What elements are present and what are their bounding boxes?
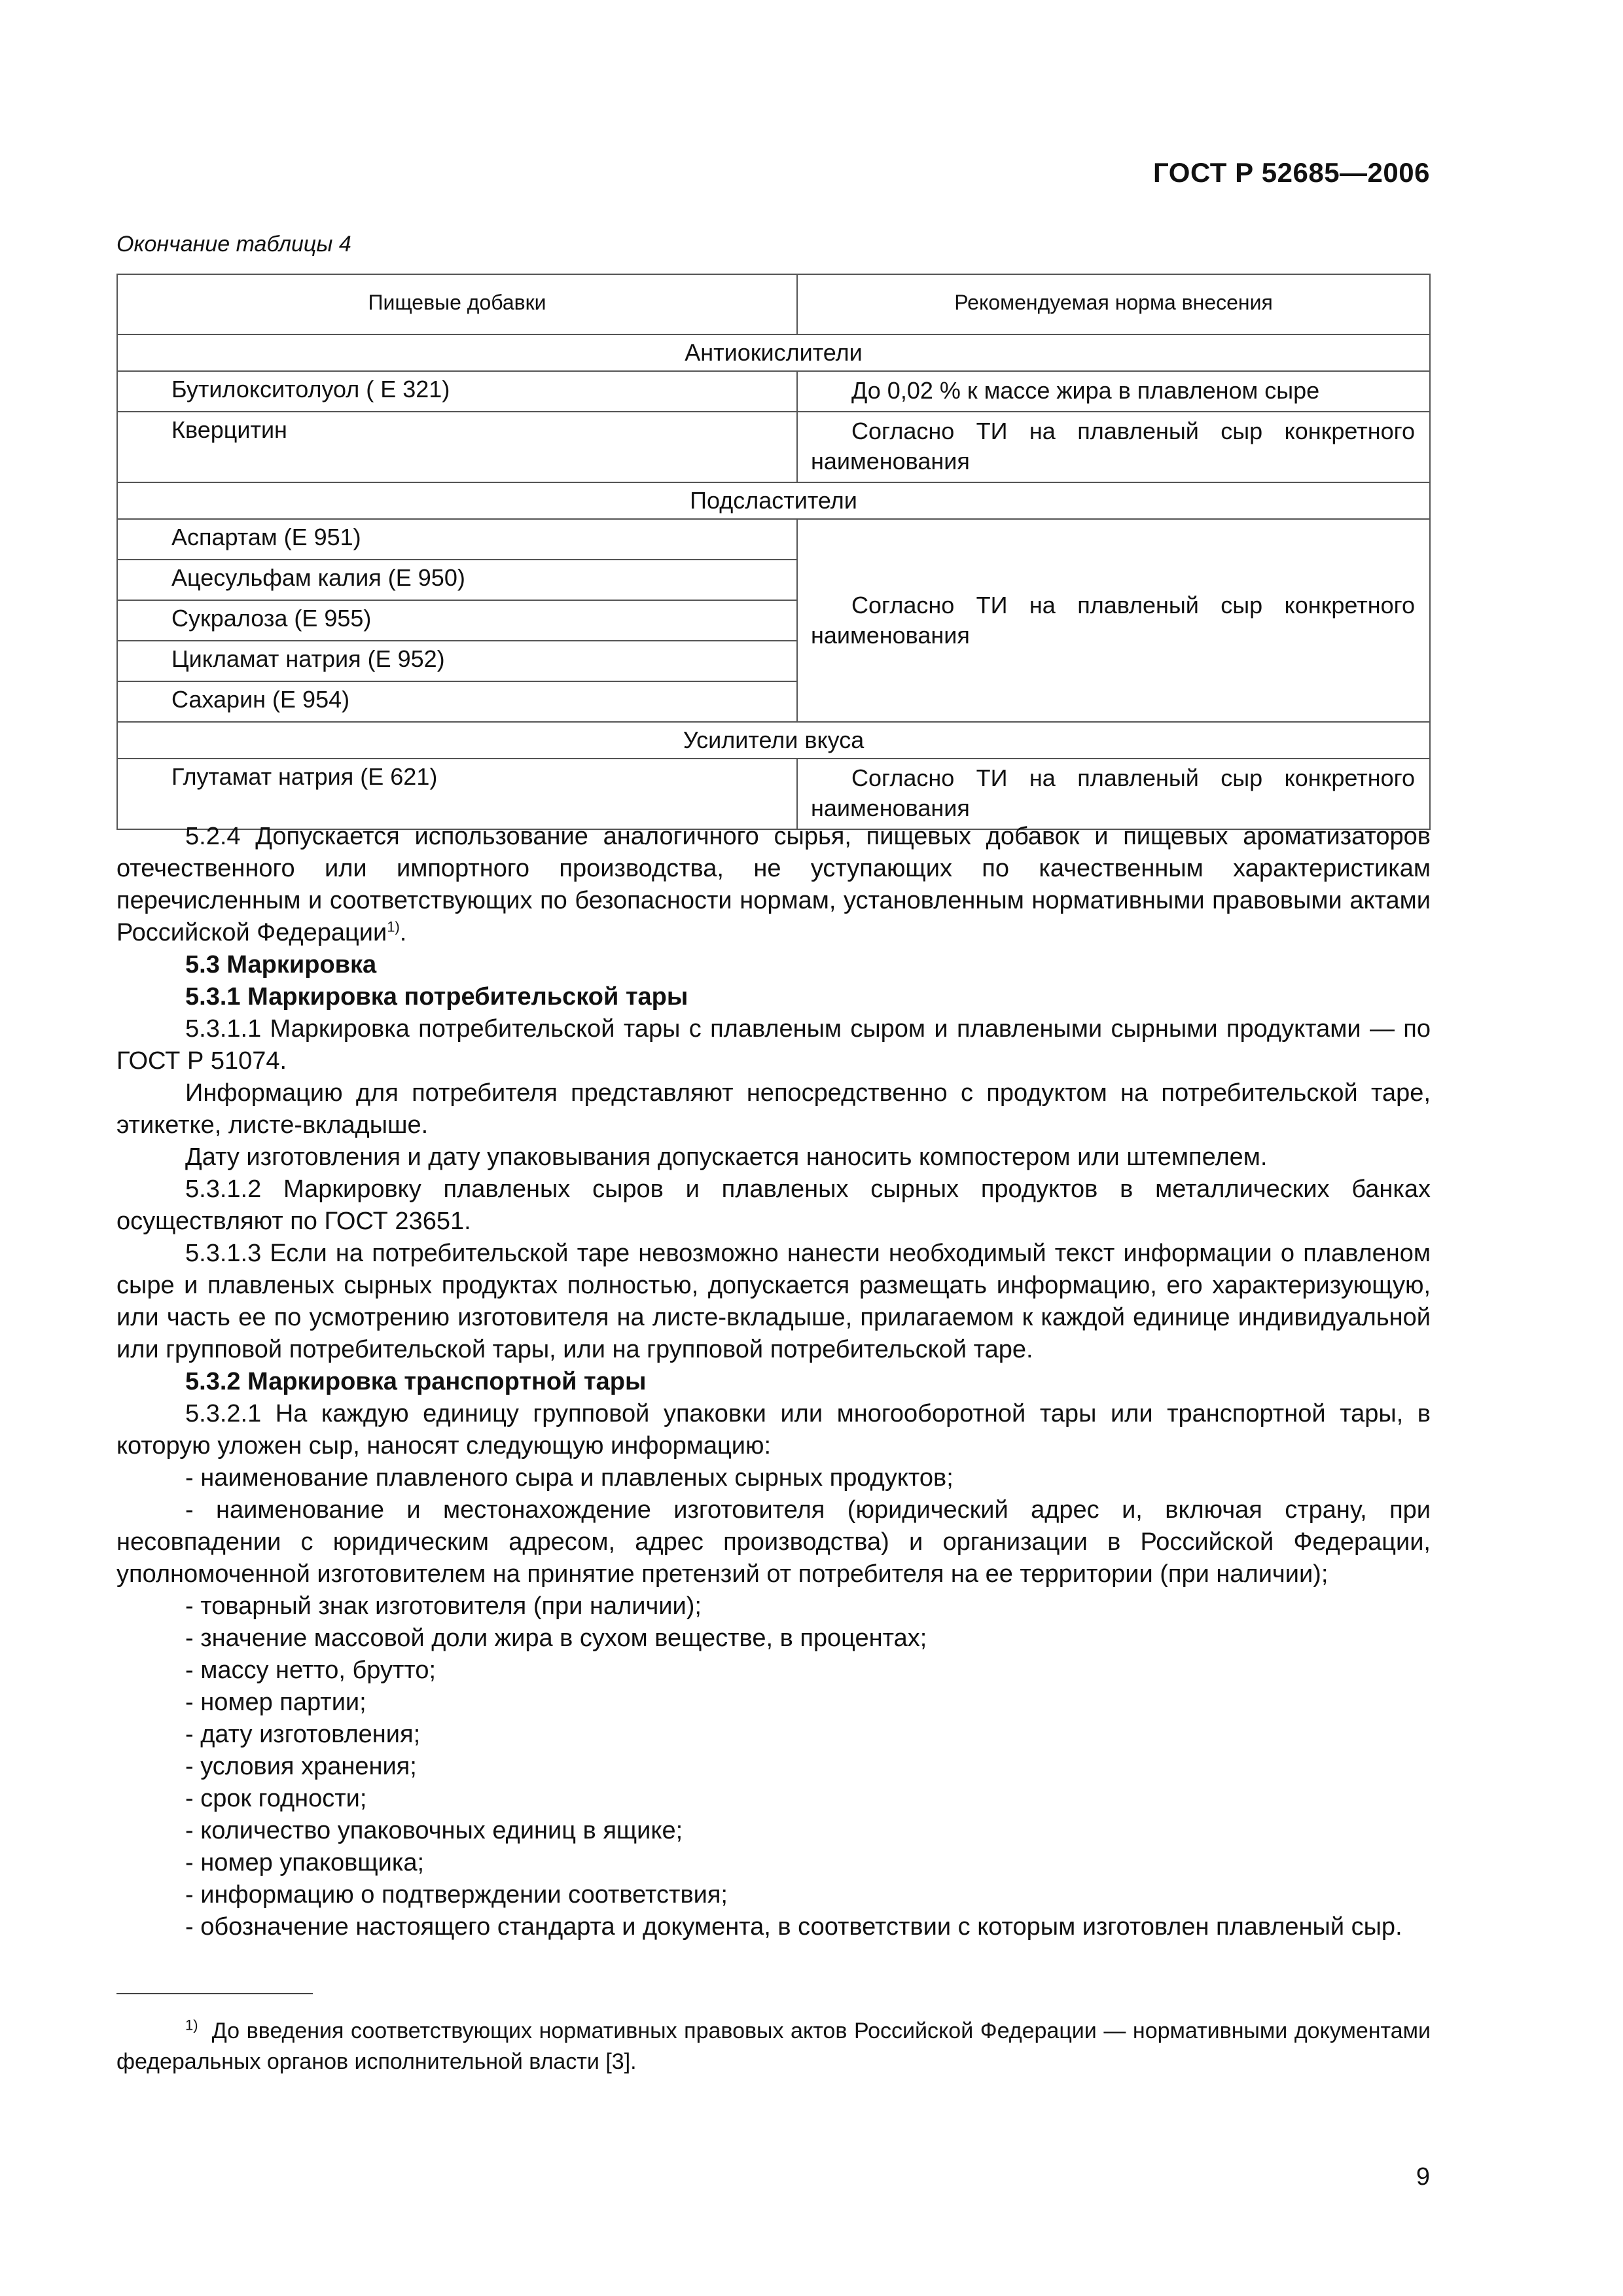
heading-5-3: 5.3 Маркировка bbox=[185, 951, 377, 978]
additive-name: Ацесульфам калия (Е 950) bbox=[117, 560, 797, 600]
footnote-text: До введения соответствующих нормативных правовых актов Российской Федерации — нормативными документами федеральных органов исполнительной власти [3]. bbox=[116, 2018, 1431, 2074]
additive-norm-line: наименования bbox=[810, 795, 970, 821]
column-header-additives: Пищевые добавки bbox=[117, 274, 797, 330]
list-item: - наименование и местонахождение изготовителя (юридический адрес и, включая страну, при несовпадении с юридическим адресом, адрес производства) и организации в Российской Федерации, уполномоченной изготовителем на принятие претензий от потребителя на ее территории (при наличии); bbox=[116, 1496, 1431, 1588]
table-row bbox=[117, 519, 1430, 560]
additive-name: Сахарин (Е 954) bbox=[117, 681, 797, 722]
list-item: - наименование плавленого сыра и плавленых сырных продуктов; bbox=[185, 1464, 954, 1492]
list-item: - информацию о подтверждении соответствия; bbox=[185, 1881, 728, 1909]
additive-norm-line: Согласно ТИ на плавленый сыр конкретного bbox=[851, 418, 1415, 444]
page-number: 9 bbox=[1416, 2163, 1430, 2191]
table-row bbox=[117, 759, 1430, 829]
paragraph-5-3-2-1: 5.3.2.1 На каждую единицу групповой упаковки или многооборотной тары или транспортной тары, в которую уложен сыр, наносят следующую информацию: bbox=[116, 1400, 1431, 1460]
table-caption: Окончание таблицы 4 bbox=[116, 232, 351, 257]
additive-norm-line: Согласно ТИ на плавленый сыр конкретного bbox=[851, 592, 1415, 619]
list-item: - номер упаковщика; bbox=[185, 1849, 425, 1876]
table-header-row bbox=[117, 274, 1430, 330]
heading-5-3-2: 5.3.2 Маркировка транспортной тары bbox=[185, 1368, 647, 1395]
section-antioxidants: Антиокислители bbox=[117, 334, 1430, 371]
list-item: - срок годности; bbox=[185, 1785, 367, 1812]
additive-norm-line: наименования bbox=[810, 622, 970, 649]
additive-name: Глутамат натрия (Е 621) bbox=[117, 759, 797, 829]
footnote-mark: 1) bbox=[185, 2017, 198, 2034]
additive-name: Сукралоза (Е 955) bbox=[117, 600, 797, 641]
list-item: - условия хранения; bbox=[185, 1753, 417, 1780]
table-section-row bbox=[117, 334, 1430, 371]
table-row bbox=[117, 371, 1430, 412]
document-body bbox=[116, 821, 1431, 1943]
column-header-norm: Рекомендуемая норма внесения bbox=[797, 274, 1430, 330]
list-item: - номер партии; bbox=[185, 1689, 366, 1716]
list-item: - товарный знак изготовителя (при наличии); bbox=[185, 1592, 702, 1620]
additive-name: Кверцитин bbox=[117, 412, 797, 482]
list-item: - массу нетто, брутто; bbox=[185, 1657, 437, 1684]
footnote-divider bbox=[116, 1993, 313, 1994]
list-item: - обозначение настоящего стандарта и документа, в соответствии с которым изготовлен плавленый сыр. bbox=[185, 1913, 1402, 1941]
additive-norm-line: наименования bbox=[810, 448, 970, 475]
additive-name: Аспартам (Е 951) bbox=[117, 519, 797, 560]
additive-norm-line: Согласно ТИ на плавленый сыр конкретного bbox=[851, 764, 1415, 791]
paragraph-5-3-1-3: 5.3.1.3 Если на потребительской таре невозможно нанести необходимый текст информации о плавленом сыре и плавленых сырных продуктах полностью, допускается размещать информацию, его характеризующую, или часть ее по усмотрению изготовителя на листе-вкладыше, прилагаемом к каждой единице индивидуальной или групповой потребительской тары, или на групповой потребительской таре. bbox=[116, 1240, 1431, 1363]
list-item: - количество упаковочных единиц в ящике; bbox=[185, 1817, 683, 1844]
section-flavor-enhancers: Усилители вкуса bbox=[117, 722, 1430, 759]
footnote bbox=[116, 2016, 1431, 2077]
section-sweeteners: Подсластители bbox=[117, 482, 1430, 519]
additives-table bbox=[116, 274, 1431, 830]
additive-norm: До 0,02 % к массе жира в плавленом сыре bbox=[851, 377, 1320, 404]
paragraph-5-3-1-1: 5.3.1.1 Маркировка потребительской тары с плавленым сыром и плавлеными сырными продуктами — по ГОСТ Р 51074. bbox=[116, 1015, 1431, 1075]
paragraph-date-marking: Дату изготовления и дату упаковывания допускается наносить компостером или штемпелем. bbox=[185, 1143, 1268, 1171]
document-code: ГОСТ Р 52685—2006 bbox=[1153, 157, 1430, 188]
additive-name: Бутилокситолуол ( Е 321) bbox=[117, 371, 797, 412]
heading-5-3-1: 5.3.1 Маркировка потребительской тары bbox=[185, 983, 688, 1011]
paragraph-5-3-1-2: 5.3.1.2 Маркировку плавленых сыров и плавленых сырных продуктов в металлических банках осуществляют по ГОСТ 23651. bbox=[116, 1175, 1431, 1235]
list-item: - дату изготовления; bbox=[185, 1721, 421, 1748]
table-row bbox=[117, 412, 1430, 482]
footnote-ref: 1) bbox=[387, 918, 400, 935]
table-section-row bbox=[117, 722, 1430, 759]
table-section-row bbox=[117, 482, 1430, 519]
paragraph-5-2-4: 5.2.4 Допускается использование аналогичного сырья, пищевых добавок и пищевых ароматизаторов отечественного или импортного производства, не уступающих по качественным характеристикам перечисленным и соответствующих по безопасности нормам, установленным нормативными правовыми актами Российской Федерации$^{1)}$. bbox=[116, 823, 1431, 946]
additive-name: Цикламат натрия (Е 952) bbox=[117, 641, 797, 681]
paragraph-consumer-info: Информацию для потребителя представляют непосредственно с продуктом на потребительской таре, этикетке, листе-вкладыше. bbox=[116, 1079, 1431, 1139]
list-item: - значение массовой доли жира в сухом веществе, в процентах; bbox=[185, 1624, 927, 1652]
